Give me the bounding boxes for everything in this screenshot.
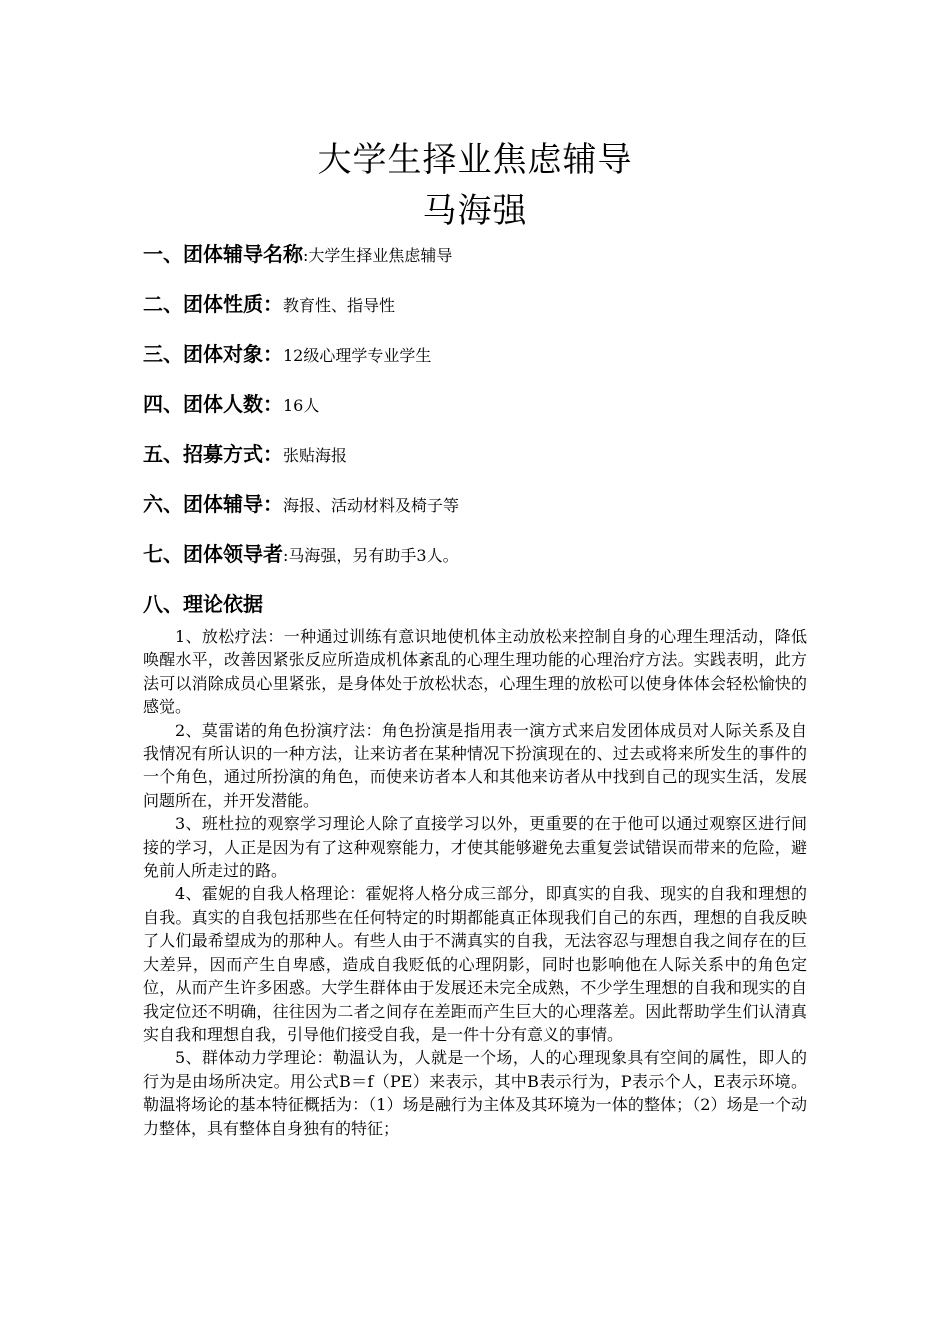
info-label: 四、团体人数： bbox=[143, 392, 283, 416]
info-item-recruit bbox=[143, 438, 347, 467]
section-heading-theory bbox=[143, 588, 263, 617]
info-item-leader bbox=[143, 538, 459, 567]
info-separator: : bbox=[303, 246, 309, 265]
info-item-nature bbox=[143, 288, 395, 317]
author-name: 马海强 bbox=[422, 191, 528, 231]
theory-paragraph-3: 3、班杜拉的观察学习理论人除了直接学习以外，更重要的在于他可以通过观察区进行间接的学习，人正是因为有了这种观察能力，才使其能够避免去重复尝试错误而带来的危险，避免前人所走过的路。 bbox=[143, 814, 807, 881]
info-label: 七、团体领导者 bbox=[143, 542, 283, 566]
section-heading: 八、理论依据 bbox=[143, 592, 263, 616]
document-title: 大学生择业焦虑辅导 bbox=[317, 140, 633, 180]
theory-paragraph-1: 1、放松疗法：一种通过训练有意识地使机体主动放松来控制自身的心理生理活动，降低唤醒水平，改善因紧张反应所造成机体紊乱的心理生理功能的心理治疗方法。实践表明，此方法可以消除成员心里紧张，是身体处于放松状态，心理生理的放松可以使身体体会轻松愉快的感觉。 bbox=[143, 627, 807, 717]
info-value: 教育性、指导性 bbox=[283, 296, 396, 315]
info-value: 16人 bbox=[283, 396, 320, 415]
theory-body bbox=[143, 625, 807, 1140]
info-label: 六、团体辅导： bbox=[143, 492, 283, 516]
info-value: 马海强，另有助手3人。 bbox=[288, 546, 459, 565]
theory-paragraph-5: 5、群体动力学理论：勒温认为，人就是一个场，人的心理现象具有空间的属性，即人的行为是由场所决定。用公式B＝f（PE）来表示，其中B表示行为，P表示个人，E表示环境。勒温将场论的基本特征概括为：（1）场是融行为主体及其环境为一体的整体；（2）场是一个动力整体，具有整体自身独有的特征； bbox=[143, 1048, 807, 1138]
info-value: 12级心理学专业学生 bbox=[283, 346, 432, 365]
info-separator: : bbox=[283, 546, 289, 565]
info-item-materials bbox=[143, 488, 459, 517]
info-label: 五、招募方式： bbox=[143, 442, 283, 466]
info-value: 张贴海报 bbox=[283, 446, 348, 465]
info-value: 海报、活动材料及椅子等 bbox=[283, 496, 460, 515]
info-label: 三、团体对象： bbox=[143, 342, 283, 366]
info-value: 大学生择业焦虑辅导 bbox=[308, 246, 453, 265]
info-item-name bbox=[143, 238, 452, 267]
theory-paragraph-4: 4、霍妮的自我人格理论：霍妮将人格分成三部分，即真实的自我、现实的自我和理想的自我。真实的自我包括那些在任何特定的时期都能真正体现我们自己的东西，理想的自我反映了人们最希望成为的那种人。有些人由于不满真实的自我，无法容忍与理想自我之间存在的巨大差异，因而产生自卑感，造成自我贬低的心理阴影，同时也影响他在人际关系中的角色定位，从而产生许多困惑。大学生群体由于发展还未完全成熟，不少学生理想的自我和现实的自我定位还不明确，往往因为二者之间存在差距而产生巨大的心理落差。因此帮助学生们认清真实自我和理想自我，引导他们接受自我，是一件十分有意义的事情。 bbox=[143, 884, 807, 1044]
info-label: 一、团体辅导名称 bbox=[143, 242, 303, 266]
info-item-size bbox=[143, 388, 319, 417]
info-label: 二、团体性质： bbox=[143, 292, 283, 316]
info-item-target bbox=[143, 338, 431, 367]
theory-paragraph-2: 2、莫雷诺的角色扮演疗法：角色扮演是指用表一演方式来启发团体成员对人际关系及自我情况有所认识的一种方法，让来访者在某种情况下扮演现在的、过去或将来所发生的事件的一个角色，通过所扮演的角色，而使来访者本人和其他来访者从中找到自己的现实生活，发展问题所在，并开发潜能。 bbox=[143, 720, 807, 810]
